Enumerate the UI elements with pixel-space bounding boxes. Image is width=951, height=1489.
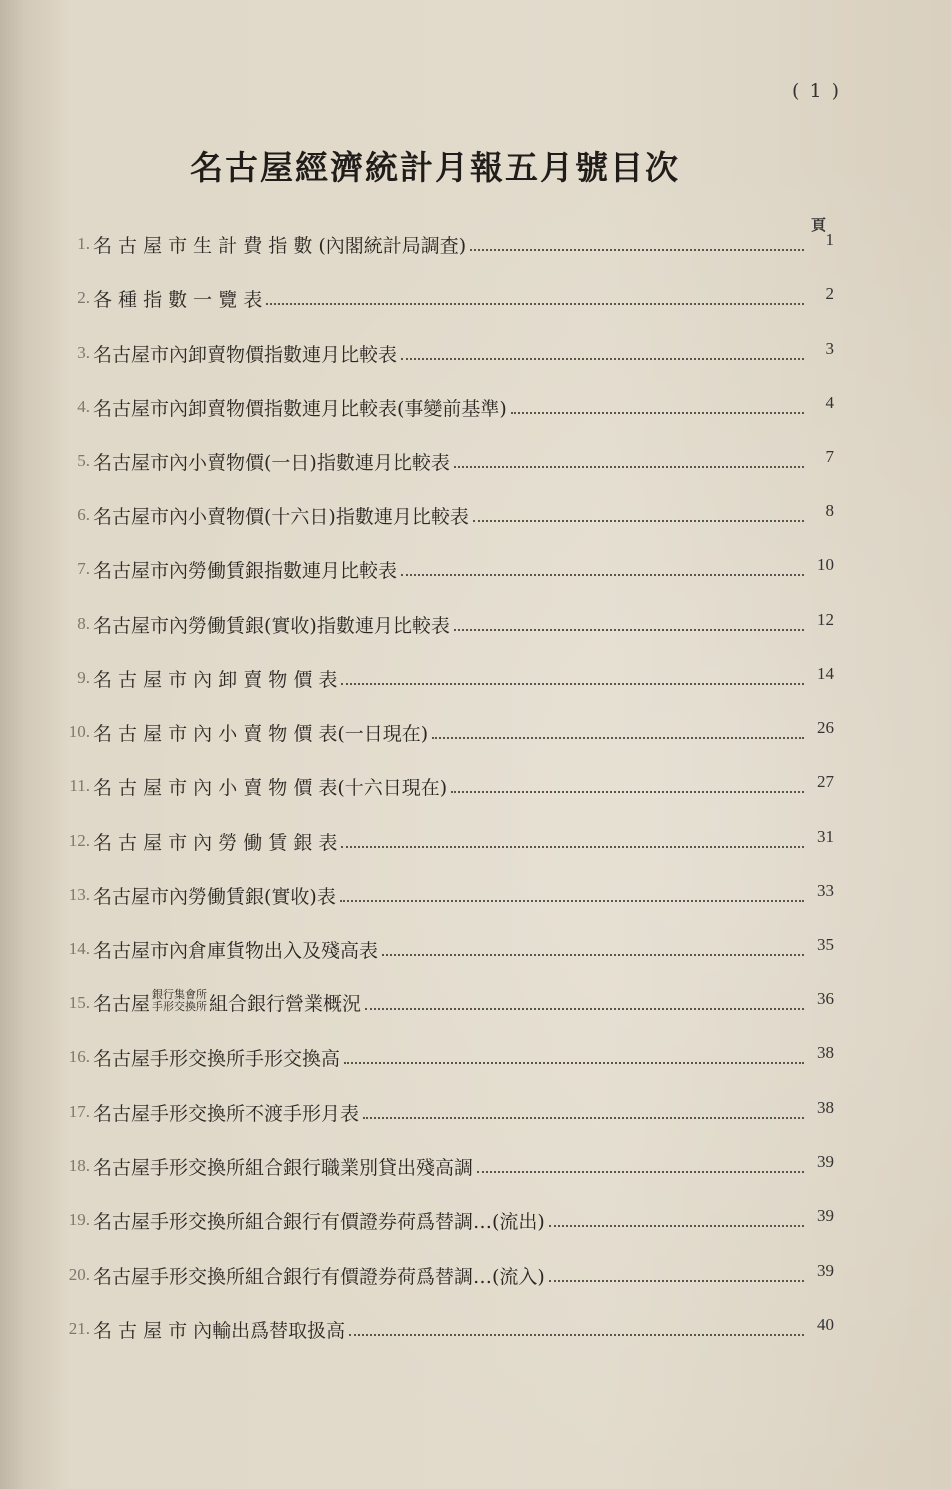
entry-title: 名 古 屋 市 內 小 賣 物 價 表(一日現在): [93, 722, 429, 745]
toc-entry: [48, 445, 834, 477]
toc-entry: [48, 1150, 834, 1182]
entry-page: 4: [825, 393, 834, 412]
dot-leader: [477, 1171, 804, 1173]
toc-entry: [48, 1041, 834, 1073]
stacked-subtitle-top: 銀行集會所: [152, 988, 208, 1001]
page-column-header: 頁: [811, 216, 827, 234]
entry-number: 12.: [68, 831, 90, 850]
entry-number: 1.: [77, 234, 90, 253]
entry-number: 15.: [68, 993, 90, 1012]
entry-title: 名 古 屋 市 內輸出爲替取扱高: [93, 1319, 346, 1342]
toc-entry: [48, 1204, 834, 1236]
dot-leader: [454, 466, 804, 468]
toc-entry: [48, 391, 834, 423]
entry-title: 名古屋手形交換所組合銀行有價證券荷爲替調…(流出): [93, 1210, 545, 1233]
entry-page: 40: [817, 1315, 834, 1334]
toc-entry: [48, 933, 834, 965]
entry-page: 33: [817, 881, 834, 900]
entry-number: 10.: [68, 722, 90, 741]
dot-leader: [549, 1225, 804, 1227]
entry-page: 8: [825, 501, 834, 520]
toc-entry: [48, 1096, 834, 1128]
entry-title: 名古屋市內小賣物價(十六日)指數連月比較表: [93, 505, 469, 528]
entry-title: 名 古 屋 市 內 卸 賣 物 價 表: [93, 668, 338, 691]
stacked-subtitle: [152, 989, 207, 1013]
entry-title: 名古屋手形交換所手形交換高: [93, 1047, 341, 1070]
dot-leader: [401, 358, 804, 360]
toc-entry: [48, 499, 834, 531]
entry-title: 名古屋市內小賣物價(一日)指數連月比較表: [93, 451, 450, 474]
entry-number: 16.: [68, 1047, 90, 1066]
toc-entry: [48, 228, 834, 260]
entry-number: 20.: [68, 1265, 90, 1284]
entry-title-prefix: 名古屋: [93, 993, 151, 1015]
entry-number: 2.: [77, 288, 90, 307]
entry-page: 36: [817, 989, 834, 1008]
entry-number: 14.: [68, 939, 90, 958]
dot-leader: [473, 520, 804, 522]
entry-page: 27: [817, 772, 834, 791]
entry-page: 26: [817, 718, 834, 737]
entry-number: 19.: [68, 1210, 90, 1229]
page-number: ( 1 ): [792, 80, 841, 102]
entry-title: 名古屋手形交換所組合銀行職業別貸出殘高調: [93, 1156, 474, 1179]
entry-title: [93, 989, 361, 1017]
entry-page: 1: [825, 230, 834, 249]
entry-number: 7.: [77, 559, 90, 578]
dot-leader: [340, 900, 804, 902]
entry-title: 名古屋市內勞働賃銀指數連月比較表: [93, 559, 398, 582]
dot-leader: [549, 1280, 804, 1282]
entry-page: 10: [817, 555, 834, 574]
entry-page: 38: [817, 1098, 834, 1117]
dot-leader: [382, 954, 804, 956]
dot-leader: [266, 303, 804, 305]
entry-page: 39: [817, 1206, 834, 1225]
entry-title: 各 種 指 數 一 覽 表: [93, 288, 263, 311]
dot-leader: [341, 683, 804, 685]
toc-entry: [48, 608, 834, 640]
entry-number: 21.: [68, 1319, 90, 1338]
dot-leader: [401, 574, 804, 576]
dot-leader: [454, 629, 804, 631]
entry-number: 3.: [77, 343, 90, 362]
entry-number: 9.: [77, 668, 90, 687]
entry-page: 38: [817, 1043, 834, 1062]
entry-title: 名 古 屋 市 生 計 費 指 數 (內閣統計局調査): [93, 234, 467, 257]
dot-leader: [341, 846, 804, 848]
toc-entry: [48, 716, 834, 748]
dot-leader: [365, 1008, 804, 1010]
toc-entry: [48, 553, 834, 585]
toc-entry: [48, 879, 834, 911]
entry-page: 39: [817, 1152, 834, 1171]
toc-entry: [48, 1313, 834, 1345]
stacked-subtitle-bottom: 手形交換所: [152, 1000, 208, 1013]
toc-entry: [48, 770, 834, 802]
entry-number: 6.: [77, 505, 90, 524]
entry-title: 名古屋手形交換所不渡手形月表: [93, 1102, 360, 1125]
entry-number: 13.: [68, 885, 90, 904]
toc-entry: [48, 1259, 834, 1291]
dot-leader: [511, 412, 804, 414]
entry-page: 39: [817, 1261, 834, 1280]
entry-title: 名 古 屋 市 內 勞 働 賃 銀 表: [93, 831, 338, 854]
entry-title: 名 古 屋 市 內 小 賣 物 價 表(十六日現在): [93, 776, 448, 799]
entry-number: 4.: [77, 397, 90, 416]
entry-page: 35: [817, 935, 834, 954]
toc-entry: [48, 662, 834, 694]
toc-entry: [48, 987, 834, 1019]
dot-leader: [470, 249, 804, 251]
entry-page: 7: [825, 447, 834, 466]
entry-number: 18.: [68, 1156, 90, 1175]
entry-title: 名古屋手形交換所組合銀行有價證券荷爲替調…(流入): [93, 1265, 545, 1288]
entry-page: 31: [817, 827, 834, 846]
entry-number: 8.: [77, 614, 90, 633]
entry-title: 名古屋市內卸賣物價指數連月比較表(事變前基準): [93, 397, 507, 420]
dot-leader: [363, 1117, 804, 1119]
entry-title-suffix: 組合銀行營業概況: [209, 993, 362, 1015]
entry-number: 17.: [68, 1102, 90, 1121]
toc-entry: [48, 282, 834, 314]
entry-page: 3: [825, 339, 834, 358]
dot-leader: [344, 1062, 804, 1064]
entry-number: 11.: [69, 776, 90, 795]
dot-leader: [349, 1334, 804, 1336]
dot-leader: [451, 791, 804, 793]
toc-entry: [48, 337, 834, 369]
entry-page: 12: [817, 610, 834, 629]
entry-page: 14: [817, 664, 834, 683]
dot-leader: [432, 737, 804, 739]
entry-title: 名古屋市內卸賣物價指數連月比較表: [93, 343, 398, 366]
entry-title: 名古屋市內勞働賃銀(實收)表: [93, 885, 336, 908]
entry-page: 2: [825, 284, 834, 303]
entry-title: 名古屋市內勞働賃銀(實收)指數連月比較表: [93, 614, 450, 637]
page-title: 名古屋經濟統計月報五月號目次: [190, 148, 680, 187]
entry-title: 名古屋市內倉庫貨物出入及殘高表: [93, 939, 379, 962]
entry-number: 5.: [77, 451, 90, 470]
toc-entry: [48, 825, 834, 857]
